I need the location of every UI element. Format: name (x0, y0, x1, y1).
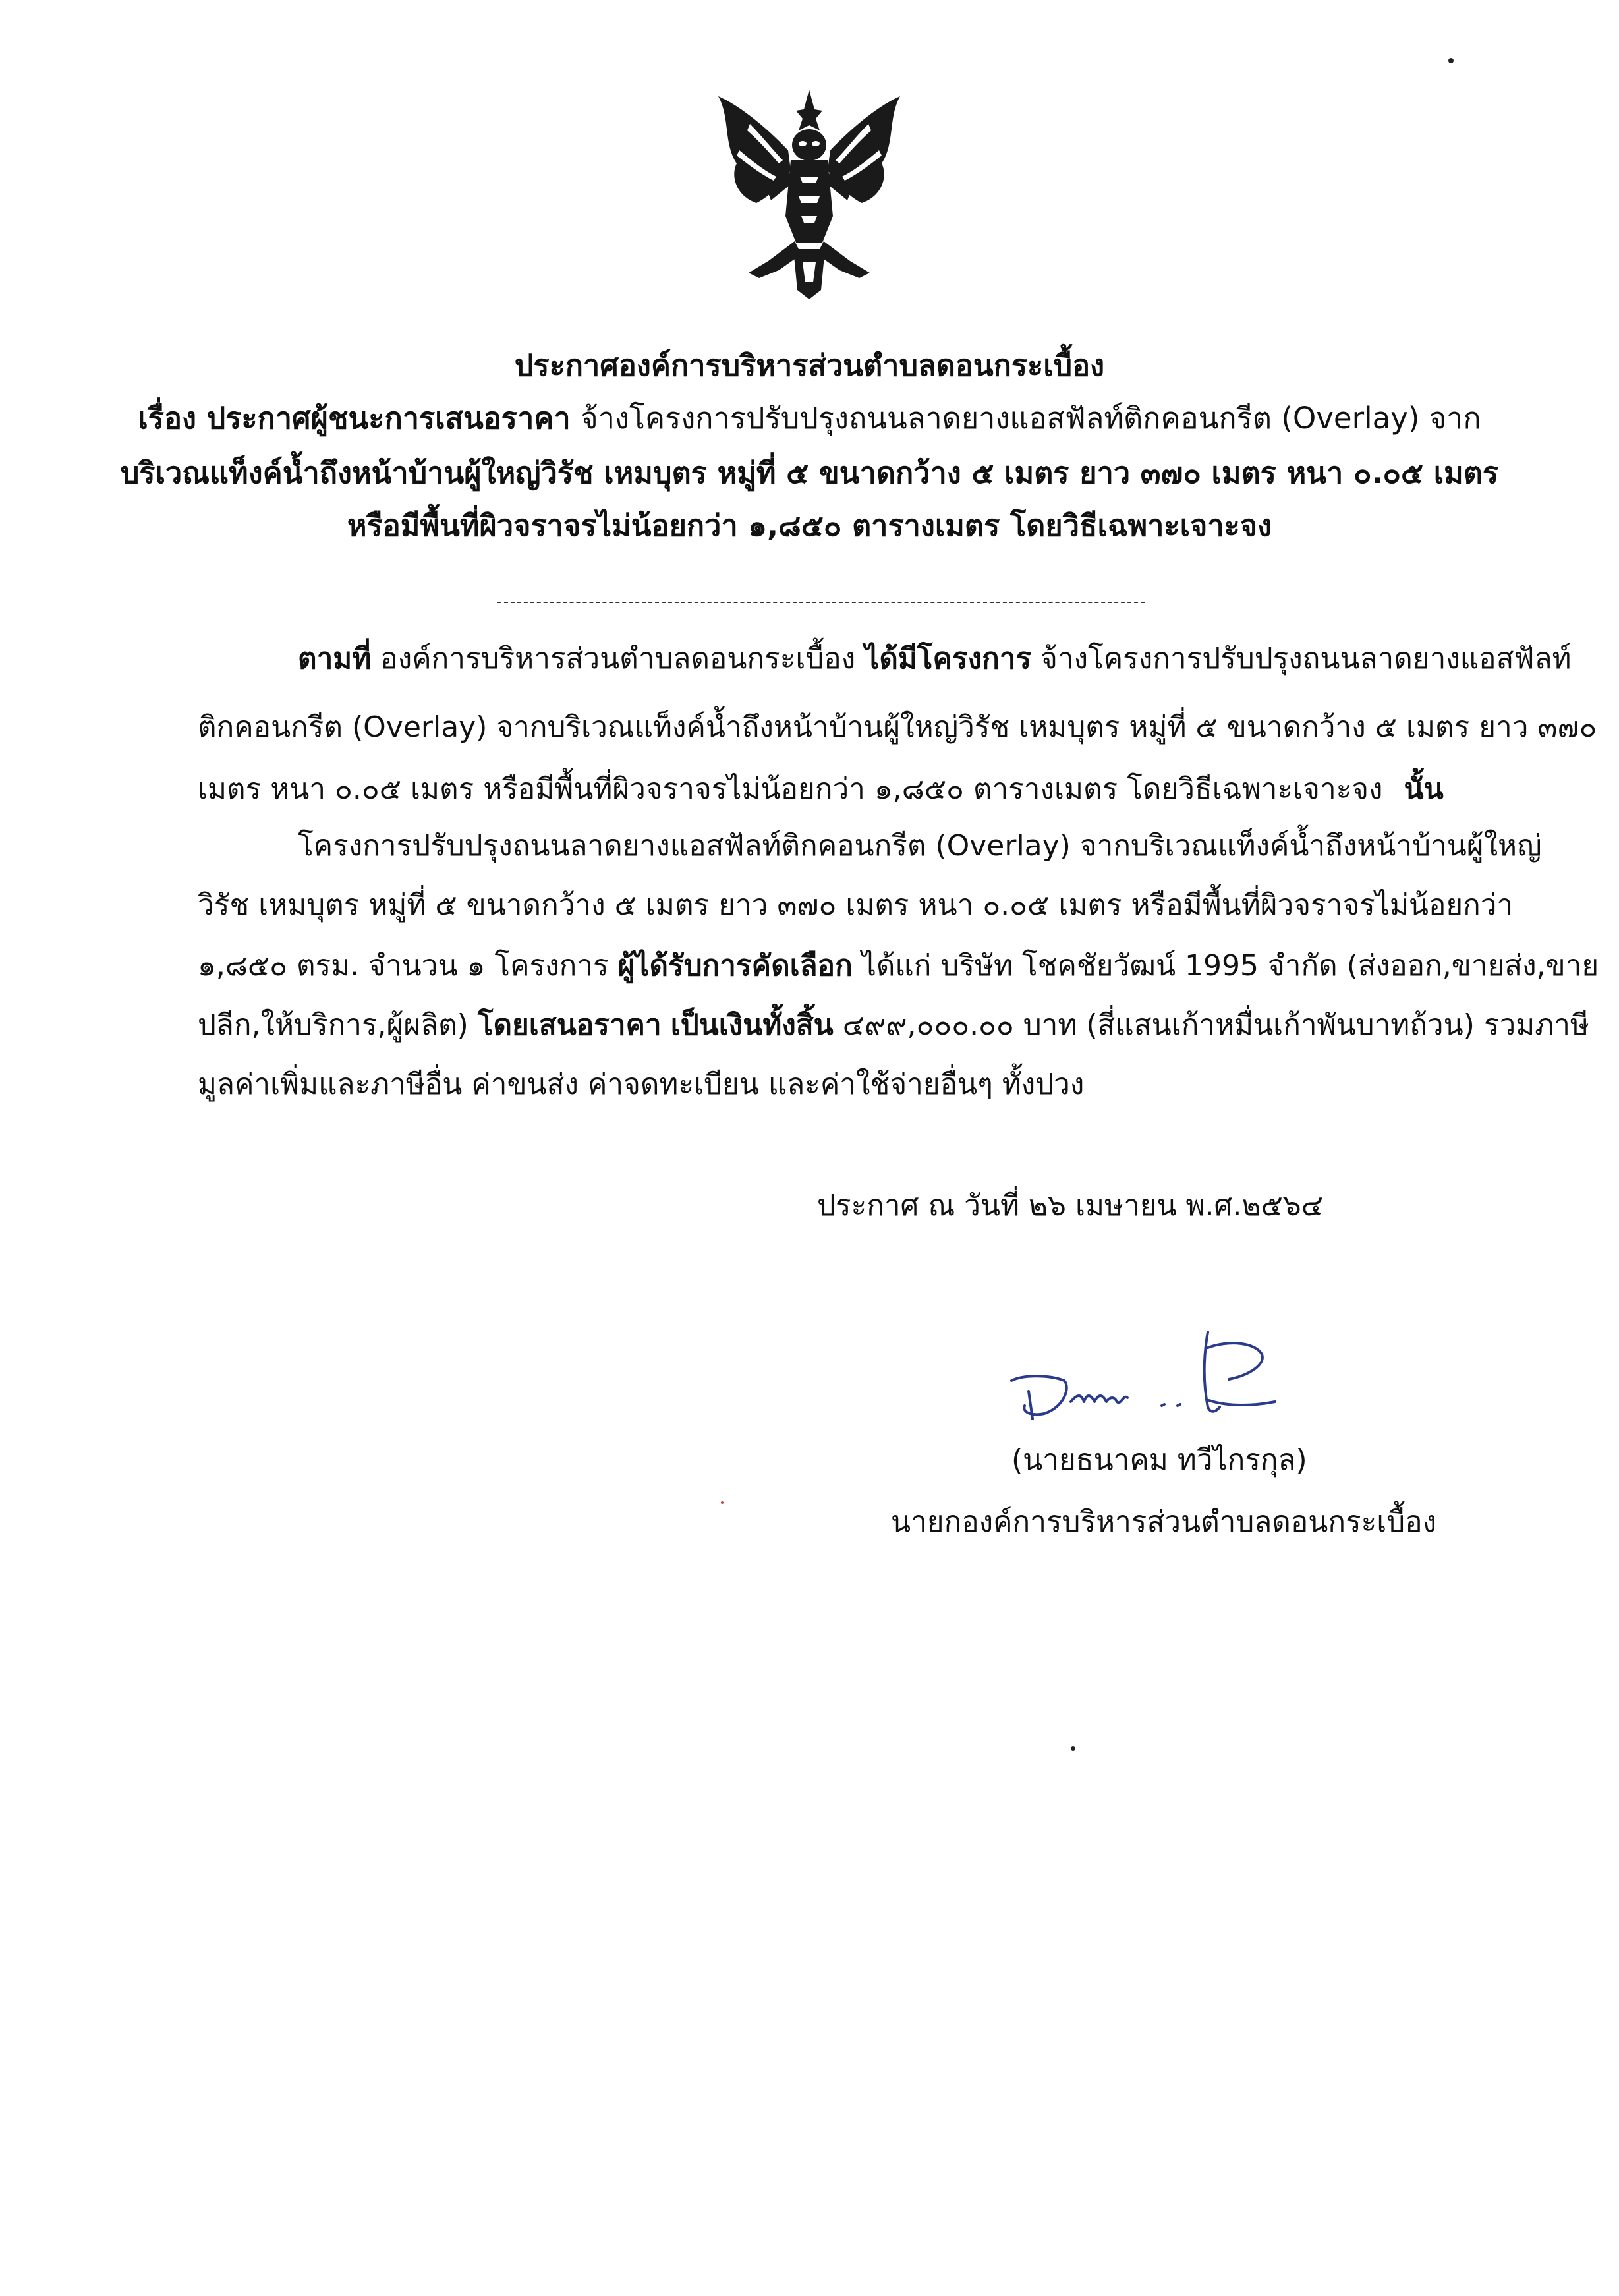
p2-line-3-b: ได้แก่ บริษัท โชคชัยวัฒน์ 1995 จำกัด (ส่งออก,ขายส่ง,ขาย (861, 949, 1599, 983)
p1-line-3-text: เมตร หนา ๐.๐๕ เมตร หรือมีพื้นที่ผิวจราจรไม่น้อยกว่า ๑,๘๕๐ ตารางเมตร โดยวิธีเฉพาะเจาะจง (198, 772, 1383, 806)
p2-line-4-b: ๔๙๙,๐๐๐.๐๐ บาท (สี่แสนเก้าหมื่นเก้าพันบาทถ้วน) รวมภาษี (842, 1008, 1589, 1042)
p1-bold-mid: ได้มีโครงการ (865, 642, 1032, 675)
paragraph-1-line-1 (298, 634, 1572, 684)
paragraph-2-line-3 (198, 941, 1599, 991)
subject-bold-text: ประกาศผู้ชนะการเสนอราคา (206, 401, 571, 436)
p1-end-bold: นั้น (1404, 772, 1444, 806)
announcement-date-text: ประกาศ ณ วันที่ ๒๖ เมษายน พ.ศ.๒๕๖๔ (817, 1189, 1324, 1222)
subject-line-3 (0, 500, 1619, 552)
signer-name-text: (นายธนาคม ทวีไกรกุล) (1011, 1443, 1307, 1477)
subject-line-1 (0, 392, 1619, 445)
paragraph-1-line-3 (198, 764, 1444, 815)
p2-line-2-text: วิรัช เหมบุตร หมู่ที่ ๕ ขนาดกว้าง ๕ เมตร ยาว ๓๗๐ เมตร หนา ๐.๐๕ เมตร หรือมีพื้นที่ผิวจราจรไม่น้อยกว่า (198, 888, 1514, 922)
paragraph-2-line-2 (198, 880, 1513, 931)
p2-line-3-bold: ผู้ได้รับการคัดเลือก (617, 949, 853, 983)
p2-line-1-text: โครงการปรับปรุงถนนลาดยางแอสฟัลท์ติกคอนกรีต (Overlay) จากบริเวณแท็งค์น้ำถึงหน้าบ้านผู้ใหญ่ (298, 829, 1542, 863)
announcement-date (817, 1181, 1323, 1231)
paragraph-2-line-1 (298, 821, 1542, 871)
subject-line-3-text: หรือมีพื้นที่ผิวจราจรไม่น้อยกว่า ๑,๘๕๐ ตารางเมตร โดยวิธีเฉพาะเจาะจง (347, 508, 1272, 543)
signer-position-text: นายกองค์การบริหารส่วนตำบลดอนกระเบื้อง (891, 1505, 1437, 1539)
scan-speck (721, 1501, 724, 1504)
garuda-emblem-icon (710, 84, 908, 302)
handwritten-signature-icon (998, 1328, 1295, 1447)
subject-line-2 (0, 447, 1619, 500)
signer-position (891, 1497, 1436, 1547)
scan-speck (1071, 1746, 1075, 1751)
p2-line-4-a: ปลีก,ให้บริการ,ผู้ผลิต) (198, 1008, 469, 1042)
p1-line-2-text: ติกคอนกรีต (Overlay) จากบริเวณแท็งค์น้ำถึงหน้าบ้านผู้ใหญ่วิรัช เหมบุตร หมู่ที่ ๕ ขนาดกว้าง ๕ เมตร ยาว ๓๗๐ (198, 710, 1597, 744)
paragraph-1-line-2 (198, 703, 1597, 753)
subject-label: เรื่อง (138, 401, 196, 436)
p1-line-1-rest: จ้างโครงการปรับปรุงถนนลาดยางแอสฟัลท์ (1040, 642, 1572, 675)
announcement-title-text: ประกาศองค์การบริหารส่วนตำบลดอนกระเบื้อง (514, 348, 1105, 383)
p2-line-4-bold-1: โดยเสนอราคา (477, 1008, 662, 1042)
p2-line-5-text: มูลค่าเพิ่มและภาษีอื่น ค่าขนส่ง ค่าจดทะเบียน และค่าใช้จ่ายอื่นๆ ทั้งปวง (198, 1068, 1085, 1101)
signer-name (1011, 1435, 1307, 1485)
header-divider (497, 602, 1145, 603)
announcement-title (0, 339, 1619, 392)
paragraph-2-line-5 (198, 1060, 1084, 1110)
p2-line-3-a: ๑,๘๕๐ ตรม. จำนวน ๑ โครงการ (198, 949, 609, 983)
p1-lead: ตามที่ (298, 642, 372, 675)
p1-org: องค์การบริหารส่วนตำบลดอนกระเบื้อง (380, 642, 856, 675)
subject-line-1-rest: จ้างโครงการปรับปรุงถนนลาดยางแอสฟัลท์ติกคอนกรีต (Overlay) จาก (581, 401, 1481, 436)
subject-line-2-text: บริเวณแท็งค์น้ำถึงหน้าบ้านผู้ใหญ่วิรัช เหมบุตร หมู่ที่ ๕ ขนาดกว้าง ๕ เมตร ยาว ๓๗๐ เมตร หนา ๐.๐๕ เมตร (120, 455, 1499, 490)
p2-line-4-bold-2: เป็นเงินทั้งสิ้น (670, 1008, 834, 1042)
paragraph-2-line-4 (198, 1000, 1589, 1050)
scan-speck (1448, 58, 1454, 63)
